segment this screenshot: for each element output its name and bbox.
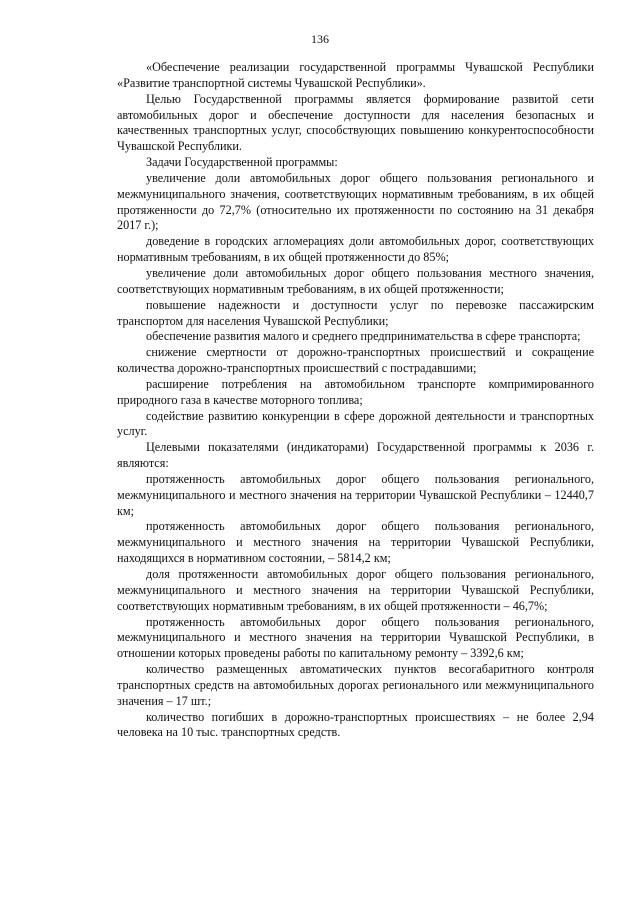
paragraph-indicators-heading: Целевыми показателями (индикаторами) Государственной программы к 2036 г. являются:: [117, 440, 594, 471]
document-body: [117, 60, 594, 741]
paragraph-indicator-5: количество размещенных автоматических пунктов весогабаритного контроля транспортных средств на автомобильных дорогах регионального или межмуниципального значения – 17 шт.;: [117, 662, 594, 708]
paragraph-tasks-heading: Задачи Государственной программы:: [146, 155, 338, 170]
paragraph-indicator-6: количество погибших в дорожно-транспортных происшествиях – не более 2,94 человека на 10 тыс. транспортных средств.: [117, 709, 594, 740]
paragraph-indicator-4: протяженность автомобильных дорог общего пользования регионального, межмуниципального и местного значения на территории Чувашской Республики, в отношении которых проведены работы по капитальному ремонту – 3392,6 км;: [117, 614, 594, 661]
page-number: 136: [311, 32, 329, 46]
paragraph-task-3: увеличение доли автомобильных дорог общего пользования местного значения, соответствующих нормативным требованиям, в их общей протяженности;: [117, 265, 594, 296]
paragraph-indicator-3: доля протяженности автомобильных дорог общего пользования регионального, межмуниципального и местного значения на территории Чувашской Республики, соответствующих нормативным требованиям, в их общей протяженности – 46,7%;: [117, 567, 594, 613]
paragraph-task-8: содействие развитию конкуренции в сфере дорожной деятельности и транспортных услуг.: [117, 408, 594, 439]
paragraph-task-4: повышение надежности и доступности услуг по перевозке пассажирским транспортом для населения Чувашской Республики;: [117, 297, 594, 328]
paragraph-task-7: расширение потребления на автомобильном транспорте компримированного природного газа в качестве моторного топлива;: [117, 376, 594, 407]
paragraph-task-6: снижение смертности от дорожно-транспортных происшествий и сокращение количества дорожно-транспортных происшествий с пострадавшими;: [117, 345, 594, 376]
paragraph-indicator-2: протяженность автомобильных дорог общего пользования регионального, межмуниципального и местного значения на территории Чувашской Республики, находящихся в нормативном состоянии, – 5814,2 км;: [117, 519, 594, 566]
paragraph-task-5: обеспечение развития малого и среднего предпринимательства в сфере транспорта;: [146, 329, 581, 344]
paragraph-task-2: доведение в городских агломерациях доли автомобильных дорог, соответствующих нормативным требованиям, в их общей протяженности до 85%;: [117, 234, 594, 265]
paragraph-task-1: увеличение доли автомобильных дорог общего пользования регионального и межмуниципального значения, соответствующих нормативным требованиям, в их общей протяженности до 72,7% (относительно их протяженности по состоянию на 31 декабря 2017 г.);: [117, 170, 594, 233]
paragraph-program-goal: Целью Государственной программы является формирование развитой сети автомобильных дорог и обеспечение доступности для населения безопасных и качественных транспортных услуг, способствующих повышению конкурентоспособности Чувашской Республики.: [117, 91, 594, 154]
paragraph-indicator-1: протяженность автомобильных дорог общего пользования регионального, межмуниципального и местного значения на территории Чувашской Республики – 12440,7 км;: [117, 471, 594, 518]
paragraph-program-title: «Обеспечение реализации государственной программы Чувашской Республики «Развитие транспортной системы Чувашской Республики».: [117, 60, 594, 90]
